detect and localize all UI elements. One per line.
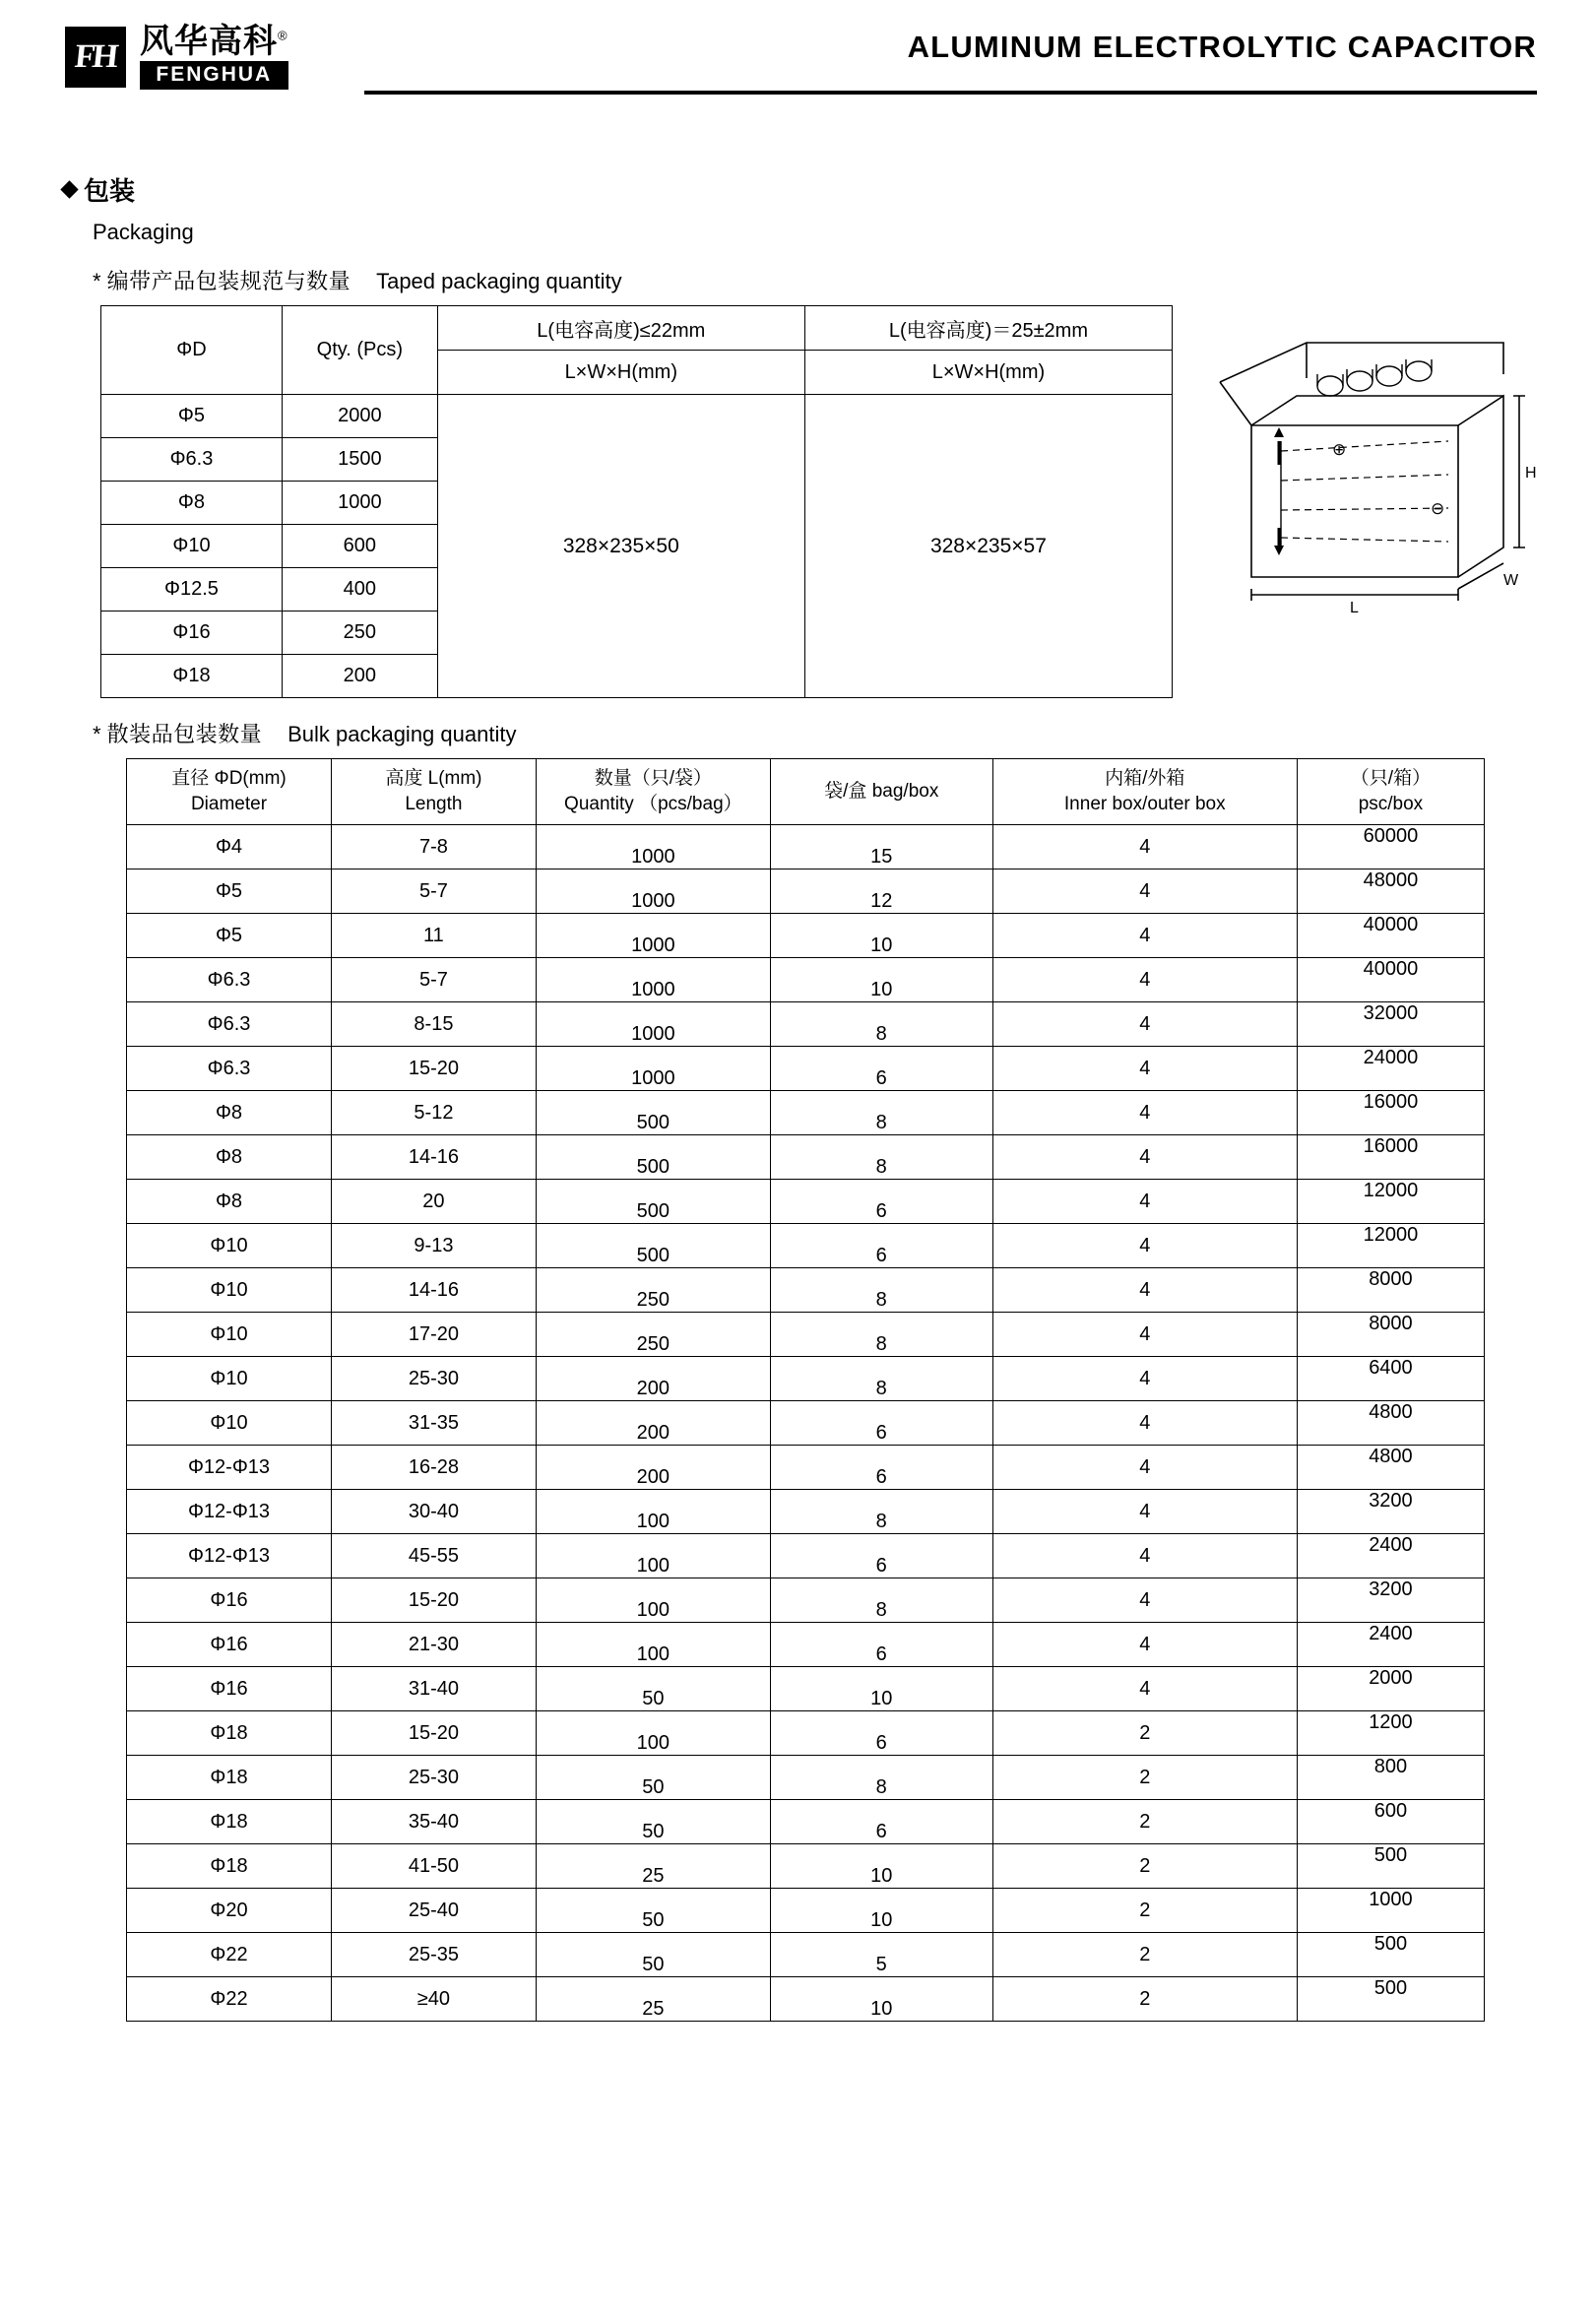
bulk-header-row [127, 759, 1485, 825]
bulk-cell-bag-box: 10 [770, 1889, 992, 1933]
bulk-cell-length: 11 [332, 914, 537, 958]
bulk-cell-pcs-box: 2400 [1297, 1534, 1484, 1578]
bulk-cell-pcs-box: 48000 [1297, 869, 1484, 914]
taped-header-lwh-2: L×W×H(mm) [804, 351, 1172, 395]
bulk-cell-qty-bag: 50 [536, 1933, 770, 1977]
table-row [127, 1268, 1485, 1313]
bulk-cell-bag-box: 8 [770, 1091, 992, 1135]
bulk-cell-bag-box: 6 [770, 1800, 992, 1844]
bulk-cell-inner-outer: 4 [992, 1534, 1297, 1578]
bulk-cell-diameter: Φ18 [127, 1756, 332, 1800]
taped-cell-qty: 400 [282, 568, 437, 612]
bulk-cell-length: 16-28 [332, 1446, 537, 1490]
taped-cell-phi: Φ18 [101, 655, 283, 698]
bulk-cell-inner-outer: 2 [992, 1844, 1297, 1889]
taped-cell-phi: Φ12.5 [101, 568, 283, 612]
bulk-cell-inner-outer: 4 [992, 1667, 1297, 1711]
bulk-cell-diameter: Φ8 [127, 1135, 332, 1180]
company-logo [59, 25, 288, 90]
taped-cell-qty: 1000 [282, 482, 437, 525]
bulk-cell-pcs-box: 40000 [1297, 914, 1484, 958]
page-header [59, 0, 1537, 114]
table-row [127, 1002, 1485, 1047]
taped-header-qty: Qty. (Pcs) [282, 306, 437, 395]
table-row [127, 1844, 1485, 1889]
bulk-cell-inner-outer: 2 [992, 1711, 1297, 1756]
fenghua-logo-icon [65, 27, 126, 88]
table-row [127, 1401, 1485, 1446]
bulk-header-quantity-cn: 数量（只/袋） [594, 768, 712, 790]
bulk-cell-length: 7-8 [332, 825, 537, 869]
table-row [127, 869, 1485, 914]
bulk-cell-bag-box: 12 [770, 869, 992, 914]
box-diagram-svg [1212, 335, 1537, 620]
bulk-cell-inner-outer: 4 [992, 1135, 1297, 1180]
section-title-packaging [63, 171, 1537, 208]
bulk-cell-diameter: Φ12-Φ13 [127, 1490, 332, 1534]
bulk-cell-inner-outer: 4 [992, 869, 1297, 914]
taped-cell-qty: 1500 [282, 438, 437, 482]
bulk-cell-length: 15-20 [332, 1711, 537, 1756]
bulk-cell-diameter: Φ18 [127, 1800, 332, 1844]
bulk-cell-inner-outer: 4 [992, 1578, 1297, 1623]
bulk-header-inner-outer [992, 759, 1297, 825]
bulk-cell-pcs-box: 16000 [1297, 1135, 1484, 1180]
taped-cell-phi: Φ5 [101, 395, 283, 438]
bulk-cell-pcs-box: 60000 [1297, 825, 1484, 869]
table-row [127, 1224, 1485, 1268]
taped-cell-qty: 2000 [282, 395, 437, 438]
bulk-cell-bag-box: 10 [770, 1977, 992, 2022]
bulk-cell-inner-outer: 4 [992, 1490, 1297, 1534]
table-row [127, 1135, 1485, 1180]
bulk-cell-qty-bag: 500 [536, 1091, 770, 1135]
table-row [127, 1180, 1485, 1224]
table-row [127, 1933, 1485, 1977]
bulk-cell-diameter: Φ10 [127, 1313, 332, 1357]
taped-cell-qty: 250 [282, 612, 437, 655]
bulk-cell-length: 25-40 [332, 1889, 537, 1933]
table-row [127, 1091, 1485, 1135]
bulk-cell-qty-bag: 50 [536, 1756, 770, 1800]
taped-cell-size-le22: 328×235×50 [437, 395, 804, 698]
table-row [127, 1667, 1485, 1711]
bulk-cell-pcs-box: 24000 [1297, 1047, 1484, 1091]
box-polarity-plus: ⊕ [1332, 440, 1347, 459]
bulk-header-diameter-cn: 直径 ΦD(mm) [171, 768, 287, 790]
bulk-cell-diameter: Φ6.3 [127, 1002, 332, 1047]
bulk-cell-bag-box: 6 [770, 1401, 992, 1446]
taped-heading-chinese: 编带产品包装规范与数量 [106, 269, 351, 293]
bulk-cell-qty-bag: 100 [536, 1623, 770, 1667]
bulk-cell-qty-bag: 1000 [536, 1002, 770, 1047]
packaging-box-diagram [1212, 335, 1537, 620]
bulk-cell-qty-bag: 100 [536, 1534, 770, 1578]
bulk-header-bag-box [770, 759, 992, 825]
taped-cell-size-25: 328×235×57 [804, 395, 1172, 698]
bulk-cell-pcs-box: 500 [1297, 1844, 1484, 1889]
table-row [127, 1623, 1485, 1667]
bulk-header-inner-outer-cn: 内箱/外箱 [1105, 768, 1185, 790]
bulk-cell-inner-outer: 2 [992, 1933, 1297, 1977]
bulk-cell-bag-box: 8 [770, 1268, 992, 1313]
subsection-taped-heading [93, 265, 1537, 295]
bulk-cell-pcs-box: 3200 [1297, 1490, 1484, 1534]
bulk-cell-length: 5-7 [332, 869, 537, 914]
bulk-cell-qty-bag: 50 [536, 1800, 770, 1844]
taped-header-phi-d: ΦD [101, 306, 283, 395]
bulk-cell-length: 5-7 [332, 958, 537, 1002]
bulk-cell-pcs-box: 2400 [1297, 1623, 1484, 1667]
bulk-header-quantity-en: Quantity （pcs/bag） [564, 794, 742, 814]
bulk-cell-length: 25-35 [332, 1933, 537, 1977]
bulk-cell-diameter: Φ10 [127, 1224, 332, 1268]
bulk-cell-bag-box: 5 [770, 1933, 992, 1977]
bulk-cell-qty-bag: 1000 [536, 825, 770, 869]
bulk-cell-length: 25-30 [332, 1357, 537, 1401]
bulk-cell-diameter: Φ18 [127, 1844, 332, 1889]
table-row [127, 1889, 1485, 1933]
bulk-cell-qty-bag: 25 [536, 1844, 770, 1889]
bulk-cell-diameter: Φ20 [127, 1889, 332, 1933]
bulk-cell-diameter: Φ10 [127, 1268, 332, 1313]
bulk-cell-qty-bag: 500 [536, 1180, 770, 1224]
bulk-cell-qty-bag: 1000 [536, 869, 770, 914]
bulk-cell-qty-bag: 200 [536, 1357, 770, 1401]
bulk-header-length [332, 759, 537, 825]
box-label-w: W [1503, 572, 1519, 589]
table-row [127, 1357, 1485, 1401]
bulk-cell-pcs-box: 1200 [1297, 1711, 1484, 1756]
taped-packaging-table [100, 305, 1173, 698]
bulk-cell-diameter: Φ6.3 [127, 1047, 332, 1091]
bulk-cell-inner-outer: 4 [992, 1313, 1297, 1357]
logo-mark-text: FH [73, 38, 118, 75]
table-row [101, 395, 1173, 438]
bulk-cell-qty-bag: 500 [536, 1224, 770, 1268]
table-row [127, 958, 1485, 1002]
bulk-cell-inner-outer: 2 [992, 1889, 1297, 1933]
logo-chinese-name [140, 25, 288, 58]
bulk-cell-qty-bag: 200 [536, 1446, 770, 1490]
bulk-cell-qty-bag: 1000 [536, 914, 770, 958]
bulk-cell-inner-outer: 4 [992, 1268, 1297, 1313]
bulk-cell-diameter: Φ18 [127, 1711, 332, 1756]
bulk-cell-inner-outer: 4 [992, 1180, 1297, 1224]
taped-cell-phi: Φ8 [101, 482, 283, 525]
bulk-cell-inner-outer: 4 [992, 1002, 1297, 1047]
bulk-cell-qty-bag: 50 [536, 1667, 770, 1711]
box-polarity-minus: ⊖ [1431, 499, 1445, 518]
table-row [127, 1047, 1485, 1091]
bulk-cell-inner-outer: 4 [992, 1224, 1297, 1268]
bulk-cell-inner-outer: 4 [992, 958, 1297, 1002]
subsection-bulk-heading [93, 718, 1537, 748]
bulk-header-length-cn: 高度 L(mm) [385, 768, 482, 790]
bulk-cell-length: 31-35 [332, 1401, 537, 1446]
bulk-cell-bag-box: 8 [770, 1357, 992, 1401]
bulk-cell-qty-bag: 1000 [536, 958, 770, 1002]
bulk-cell-inner-outer: 4 [992, 825, 1297, 869]
section-subtitle-english: Packaging [93, 220, 194, 244]
taped-header-row-1 [101, 306, 1173, 351]
bulk-cell-inner-outer: 4 [992, 1047, 1297, 1091]
bulk-cell-pcs-box: 500 [1297, 1933, 1484, 1977]
bulk-cell-qty-bag: 250 [536, 1268, 770, 1313]
bulk-cell-pcs-box: 12000 [1297, 1224, 1484, 1268]
bulk-cell-length: 14-16 [332, 1268, 537, 1313]
taped-cell-phi: Φ16 [101, 612, 283, 655]
bulk-cell-diameter: Φ12-Φ13 [127, 1446, 332, 1490]
box-label-h: H [1525, 465, 1537, 482]
bulk-cell-diameter: Φ8 [127, 1091, 332, 1135]
bulk-cell-diameter: Φ10 [127, 1401, 332, 1446]
bulk-cell-inner-outer: 4 [992, 1357, 1297, 1401]
taped-star-bullet: * [93, 269, 101, 293]
bulk-cell-length: 31-40 [332, 1667, 537, 1711]
bulk-cell-bag-box: 6 [770, 1224, 992, 1268]
bulk-cell-bag-box: 6 [770, 1711, 992, 1756]
bulk-cell-bag-box: 6 [770, 1047, 992, 1091]
bulk-cell-inner-outer: 4 [992, 1623, 1297, 1667]
bulk-cell-bag-box: 6 [770, 1623, 992, 1667]
bulk-cell-qty-bag: 100 [536, 1490, 770, 1534]
bulk-cell-diameter: Φ10 [127, 1357, 332, 1401]
bulk-cell-length: 14-16 [332, 1135, 537, 1180]
bulk-cell-length: 41-50 [332, 1844, 537, 1889]
bulk-cell-pcs-box: 800 [1297, 1756, 1484, 1800]
bulk-cell-length: 9-13 [332, 1224, 537, 1268]
bulk-cell-diameter: Φ8 [127, 1180, 332, 1224]
bulk-cell-diameter: Φ5 [127, 869, 332, 914]
bulk-cell-pcs-box: 12000 [1297, 1180, 1484, 1224]
bulk-cell-length: 5-12 [332, 1091, 537, 1135]
bulk-cell-inner-outer: 2 [992, 1756, 1297, 1800]
table-row [127, 1711, 1485, 1756]
taped-header-le22: L(电容高度)≤22mm [437, 306, 804, 351]
bulk-cell-bag-box: 8 [770, 1490, 992, 1534]
logo-wordmark [140, 25, 288, 90]
bulk-cell-diameter: Φ12-Φ13 [127, 1534, 332, 1578]
bulk-cell-length: 17-20 [332, 1313, 537, 1357]
table-row [127, 1313, 1485, 1357]
bulk-cell-pcs-box: 6400 [1297, 1357, 1484, 1401]
bulk-cell-inner-outer: 2 [992, 1800, 1297, 1844]
bulk-cell-length: 30-40 [332, 1490, 537, 1534]
bulk-header-pcs-box-cn: （只/箱） [1350, 768, 1432, 790]
taped-cell-qty: 600 [282, 525, 437, 568]
bulk-cell-inner-outer: 4 [992, 1401, 1297, 1446]
table-row [127, 1534, 1485, 1578]
bulk-cell-inner-outer: 4 [992, 1446, 1297, 1490]
bulk-heading-chinese: 散装品包装数量 [106, 722, 263, 746]
document-title: ALUMINUM ELECTROLYTIC CAPACITOR [907, 30, 1537, 64]
bulk-packaging-table [126, 758, 1485, 2022]
bulk-cell-inner-outer: 2 [992, 1977, 1297, 2022]
bulk-cell-diameter: Φ22 [127, 1933, 332, 1977]
table-row [127, 1446, 1485, 1490]
taped-section-body [59, 305, 1537, 698]
bulk-header-diameter-en: Diameter [190, 794, 268, 814]
bulk-cell-pcs-box: 3200 [1297, 1578, 1484, 1623]
bulk-cell-diameter: Φ4 [127, 825, 332, 869]
taped-heading-english: Taped packaging quantity [376, 269, 622, 293]
bulk-header-pcs-box-en: psc/box [1358, 794, 1424, 814]
bulk-cell-pcs-box: 8000 [1297, 1313, 1484, 1357]
bulk-header-quantity [536, 759, 770, 825]
bulk-cell-qty-bag: 1000 [536, 1047, 770, 1091]
bulk-header-length-en: Length [405, 794, 463, 814]
bulk-cell-bag-box: 8 [770, 1313, 992, 1357]
table-row [127, 1578, 1485, 1623]
taped-cell-phi: Φ10 [101, 525, 283, 568]
bulk-header-diameter [127, 759, 332, 825]
registered-mark-icon: ® [278, 28, 288, 43]
bulk-cell-pcs-box: 1000 [1297, 1889, 1484, 1933]
taped-header-lwh-1: L×W×H(mm) [437, 351, 804, 395]
bulk-star-bullet: * [93, 722, 101, 746]
box-label-l: L [1350, 600, 1359, 616]
logo-chinese-text: 风华高科 [140, 23, 278, 60]
header-divider [364, 91, 1537, 95]
bulk-heading-english: Bulk packaging quantity [287, 722, 517, 746]
bulk-cell-bag-box: 8 [770, 1002, 992, 1047]
bulk-header-pcs-box [1297, 759, 1484, 825]
bulk-cell-diameter: Φ16 [127, 1667, 332, 1711]
bulk-cell-bag-box: 6 [770, 1446, 992, 1490]
bulk-cell-qty-bag: 25 [536, 1977, 770, 2022]
taped-header-25mm: L(电容高度)＝25±2mm [804, 306, 1172, 351]
bulk-cell-length: 45-55 [332, 1534, 537, 1578]
table-row [127, 1756, 1485, 1800]
section-title-chinese: 包装 [84, 176, 136, 206]
bulk-cell-length: 15-20 [332, 1047, 537, 1091]
table-row [127, 825, 1485, 869]
bulk-cell-inner-outer: 4 [992, 914, 1297, 958]
bulk-cell-length: 8-15 [332, 1002, 537, 1047]
bulk-cell-pcs-box: 500 [1297, 1977, 1484, 2022]
bulk-cell-diameter: Φ6.3 [127, 958, 332, 1002]
bulk-cell-pcs-box: 8000 [1297, 1268, 1484, 1313]
bulk-cell-qty-bag: 100 [536, 1711, 770, 1756]
bulk-cell-pcs-box: 600 [1297, 1800, 1484, 1844]
bulk-cell-qty-bag: 200 [536, 1401, 770, 1446]
bulk-cell-bag-box: 10 [770, 914, 992, 958]
bulk-cell-pcs-box: 32000 [1297, 1002, 1484, 1047]
bulk-cell-bag-box: 8 [770, 1135, 992, 1180]
bulk-cell-pcs-box: 16000 [1297, 1091, 1484, 1135]
bulk-cell-diameter: Φ22 [127, 1977, 332, 2022]
table-row [127, 1800, 1485, 1844]
bulk-cell-length: 35-40 [332, 1800, 537, 1844]
bulk-cell-length: 15-20 [332, 1578, 537, 1623]
taped-cell-qty: 200 [282, 655, 437, 698]
table-row [127, 914, 1485, 958]
bulk-cell-qty-bag: 50 [536, 1889, 770, 1933]
bulk-cell-bag-box: 8 [770, 1756, 992, 1800]
bulk-cell-diameter: Φ5 [127, 914, 332, 958]
bulk-header-inner-outer-en: Inner box/outer box [1063, 794, 1226, 814]
table-row [127, 1490, 1485, 1534]
bulk-cell-pcs-box: 4800 [1297, 1446, 1484, 1490]
bulk-cell-bag-box: 6 [770, 1534, 992, 1578]
bulk-cell-bag-box: 15 [770, 825, 992, 869]
bulk-cell-bag-box: 6 [770, 1180, 992, 1224]
bulk-table-body [127, 825, 1485, 2022]
bulk-cell-pcs-box: 2000 [1297, 1667, 1484, 1711]
bulk-cell-length: 25-30 [332, 1756, 537, 1800]
bulk-cell-qty-bag: 250 [536, 1313, 770, 1357]
bulk-cell-length: ≥40 [332, 1977, 537, 2022]
bulk-cell-length: 20 [332, 1180, 537, 1224]
bulk-cell-qty-bag: 100 [536, 1578, 770, 1623]
bulk-cell-bag-box: 10 [770, 958, 992, 1002]
bulk-cell-pcs-box: 40000 [1297, 958, 1484, 1002]
bulk-cell-pcs-box: 4800 [1297, 1401, 1484, 1446]
bulk-cell-inner-outer: 4 [992, 1091, 1297, 1135]
bulk-cell-diameter: Φ16 [127, 1623, 332, 1667]
diamond-bullet-icon [60, 180, 78, 198]
table-row [127, 1977, 1485, 2022]
logo-english-name: FENGHUA [140, 61, 288, 90]
bulk-cell-qty-bag: 500 [536, 1135, 770, 1180]
bulk-cell-bag-box: 8 [770, 1578, 992, 1623]
bulk-header-bag-box-cn: 袋/盒 bag/box [824, 781, 939, 803]
bulk-cell-bag-box: 10 [770, 1667, 992, 1711]
bulk-cell-bag-box: 10 [770, 1844, 992, 1889]
bulk-cell-diameter: Φ16 [127, 1578, 332, 1623]
taped-cell-phi: Φ6.3 [101, 438, 283, 482]
bulk-cell-length: 21-30 [332, 1623, 537, 1667]
